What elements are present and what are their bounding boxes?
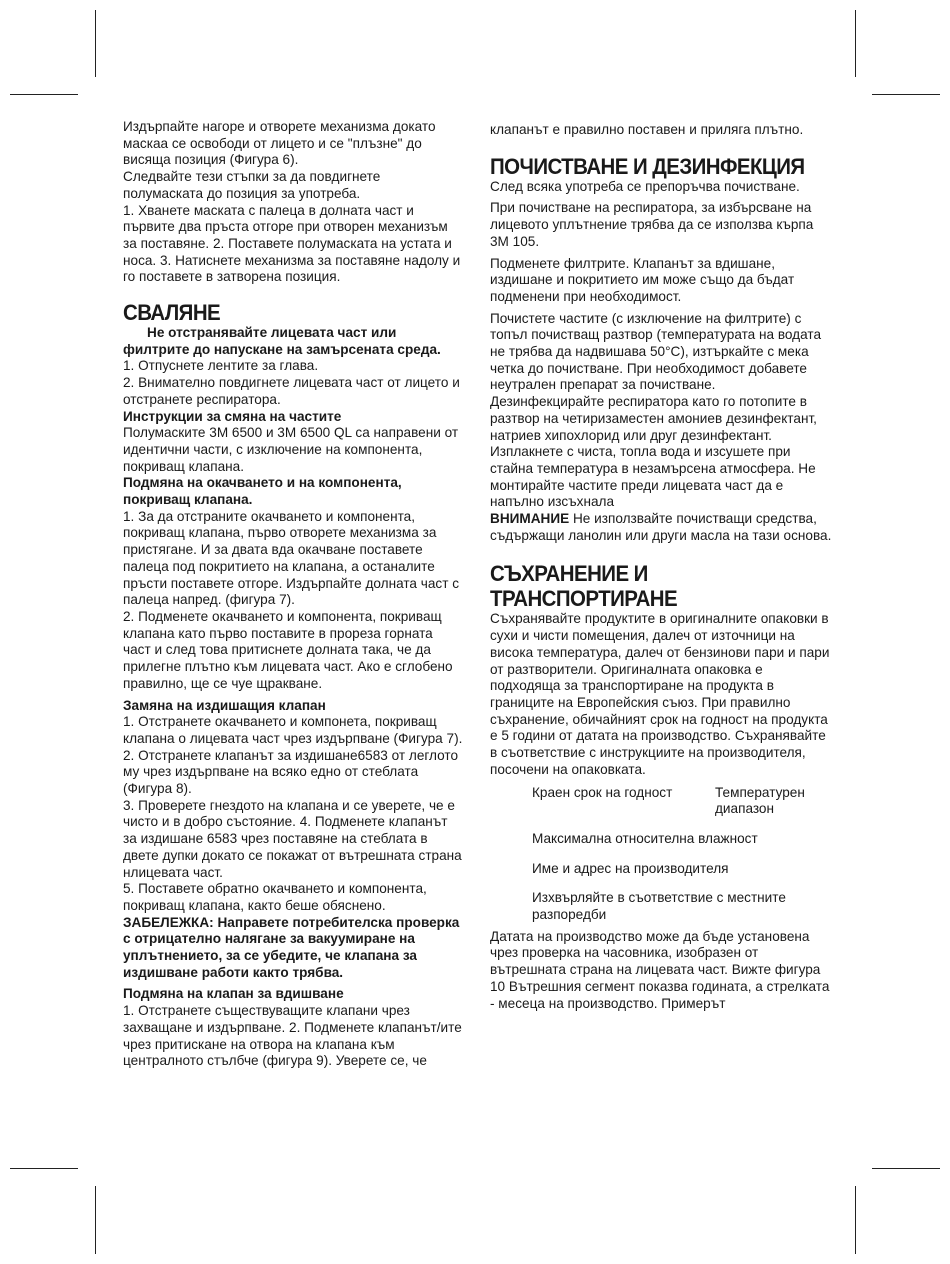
parts-text: Полумаските 3M 6500 и 3M 6500 QL са направени от идентични части, с изключение на компонента, покриващ клапана. — [123, 425, 459, 474]
cleaning-paragraph: Подменете филтрите. Клапанът за вдишане, издишане и покритието им може също да бъдат подменени при необходимост. — [490, 255, 795, 304]
symbols-row — [532, 785, 832, 818]
crop-mark — [872, 94, 940, 95]
note: ЗАБЕЛЕЖКА: Направете потребителска проверка с отрицателно налягане за вакуумиране на уплътнението, за се убедите, че клапана за издишване работи както трябва. — [123, 914, 460, 980]
hanger-step: 2. Подменете окачването и компонента, покриващ клапана като първо поставите в прореза горната част и след това притиснете долната така, че да прилегне плътно към лицевата част. Ако е сглобено правилно, ще се чуе щракване. — [123, 608, 453, 691]
continuation-text: клапанът е правилно поставен и приляга плътно. — [490, 122, 804, 137]
warning-text: Не използвайте почистващи средства, съдържащи ланолин или други масла на тази основа. — [490, 511, 832, 543]
crop-mark — [855, 1186, 856, 1254]
parts-heading: Инструкции за смяна на частите — [123, 408, 342, 424]
exhale-step: 5. Поставете обратно окачването и компонента, покриващ клапана, както беше обяснено. — [123, 881, 427, 913]
cleaning-paragraph: При почистване на респиратора, за избърсване на лицевото уплътнение трябва да се използва кърпа 3M 105. — [490, 200, 814, 249]
crop-mark — [855, 10, 856, 77]
cleaning-heading: ПОЧИСТВАНЕ И ДЕЗИНФЕКЦИЯ — [490, 153, 805, 179]
temp-range-label: Температурен диапазон — [715, 784, 805, 817]
removal-step: 1. Отпуснете лентите за глава. — [123, 358, 319, 374]
symbols-table — [532, 785, 832, 924]
storage-text: Съхранявайте продуктите в оригиналните опаковки в сухи и чисти помещения, далеч от източници на висока температура, далеч от бензинови пари и пари от разтворители. Оригиналната опаковка е подходяща за транспортиране на продукта в границите на Европейския съюз. При правилно съхранение, обичайният срок на годност на продукта е 5 години от датата на производство. Съхранявайте в съответствие с инструкциите на производителя, посочени на опаковката. — [490, 611, 830, 777]
inhale-heading: Подмяна на клапан за вдишване — [123, 986, 344, 1002]
crop-mark — [95, 10, 96, 77]
storage-heading: ТРАНСПОРТИРАНЕ — [490, 586, 678, 612]
exhale-step: 3. Проверете гнездото на клапана и се уверете, че е чисто и в добро състояние. 4. Подменете клапанът за издишане 6583 чрез поставяне на стеблата в двете дупки докато се покажат от вътрешната страна нлицевата част. — [123, 797, 462, 880]
removal-warning: Не отстранявайте лицевата част или филтрите до напускане на замърсената среда. — [123, 325, 441, 357]
manufacturer-label: Име и адрес на производителя — [532, 860, 729, 876]
crop-mark — [10, 94, 78, 95]
warning-label: ВНИМАНИЕ — [490, 511, 570, 527]
removal-heading: СВАЛЯНЕ — [123, 300, 221, 326]
humidity-label: Максимална относителна влажност — [532, 830, 758, 846]
inhale-text: 1. Отстранете съществуващите клапани чрез захващане и издърпване. 2. Подменете клапанът/ите чрез притискане на отвора на клапана към централното стълбче (фигура 9). Уверете се, че — [123, 1003, 462, 1069]
cleaning-paragraph: Почистете частите (с изключение на филтрите) с топъл почистващ разтвор (температурата на водата не трябва да надвишава 50°C), изтъркайте с мека четка до почистване. При необходимост добавете неутрален препарат за почистване. Дезинфекцирайте респиратора като го потопите в разтвор на четиризаместен амониев дезинфектант, натриев хипохлорид или друг дезинфектант. Изплакнете с чиста, топла вода и изсушете при стайна температура в незамърсена атмосфера. Не монтирайте частите преди лицевата част да е напълно изсъхнала — [490, 310, 822, 510]
hanger-heading: Подмяна на окачването и на компонента, покриващ клапана. — [123, 475, 402, 508]
intro-paragraph: Издърпайте нагоре и отворете механизма докато маскаа се освободи от лицето и се "плъзне" до висяща позиция (Фигура 6). — [123, 119, 436, 168]
expiry-label: Краен срок на годност — [532, 784, 673, 800]
warning-paragraph — [490, 511, 832, 544]
cleaning-paragraph: След всяка употреба се препоръчва почистване. — [490, 178, 800, 194]
date-text: Датата на производство може да бъде установена чрез проверка на часовника, изобразен от вътрешната страна на лицевата част. Вижте фигура 10 Вътрешния сегмент показва годината, а стрелката - месеца на производство. Примерът — [490, 928, 830, 1011]
crop-mark — [95, 1186, 96, 1254]
storage-heading: СЪХРАНЕНИЕ И — [490, 561, 648, 587]
removal-step: 2. Внимателно повдигнете лицевата част от лицето и отстранете респиратора. — [123, 375, 460, 407]
exhale-heading: Замяна на издишащия клапан — [123, 697, 326, 713]
hanger-step: 1. За да отстраните окачването и компонента, покриващ клапана, първо отворете механизма за пристягане. И за двата вда окачване поставете палеца под покритието на клапана, а останалите пръсти поставете отгоре. Издърпайте долната част с палеца напред. (фигура 7). — [123, 508, 459, 608]
intro-paragraph: Следвайте тези стъпки за да повдигнете полумаската до позиция за употреба. — [123, 169, 381, 201]
disposal-label: Изхвърляйте в съответствие с местните разпоредби — [532, 890, 786, 923]
crop-mark — [872, 1168, 940, 1169]
intro-steps: 1. Хванете маската с палеца в долната част и първите два пръста отгоре при отворен механизъм за поставяне. 2. Поставете полумаската на устата и носа. 3. Натиснете механизма за поставяне надолу и го поставете в затворена позиция. — [123, 202, 461, 285]
exhale-step: 1. Отстранете окачването и компонета, покриващ клапана о лицевата част чрез издърпване (Фигура 7). 2. Отстранете клапанът за издишане6583 от леглото му чрез издърпване на всяко едно от стеблата (Фигура 8). — [123, 714, 463, 797]
right-column — [490, 119, 832, 1012]
crop-mark — [10, 1168, 78, 1169]
left-column — [123, 119, 463, 1070]
